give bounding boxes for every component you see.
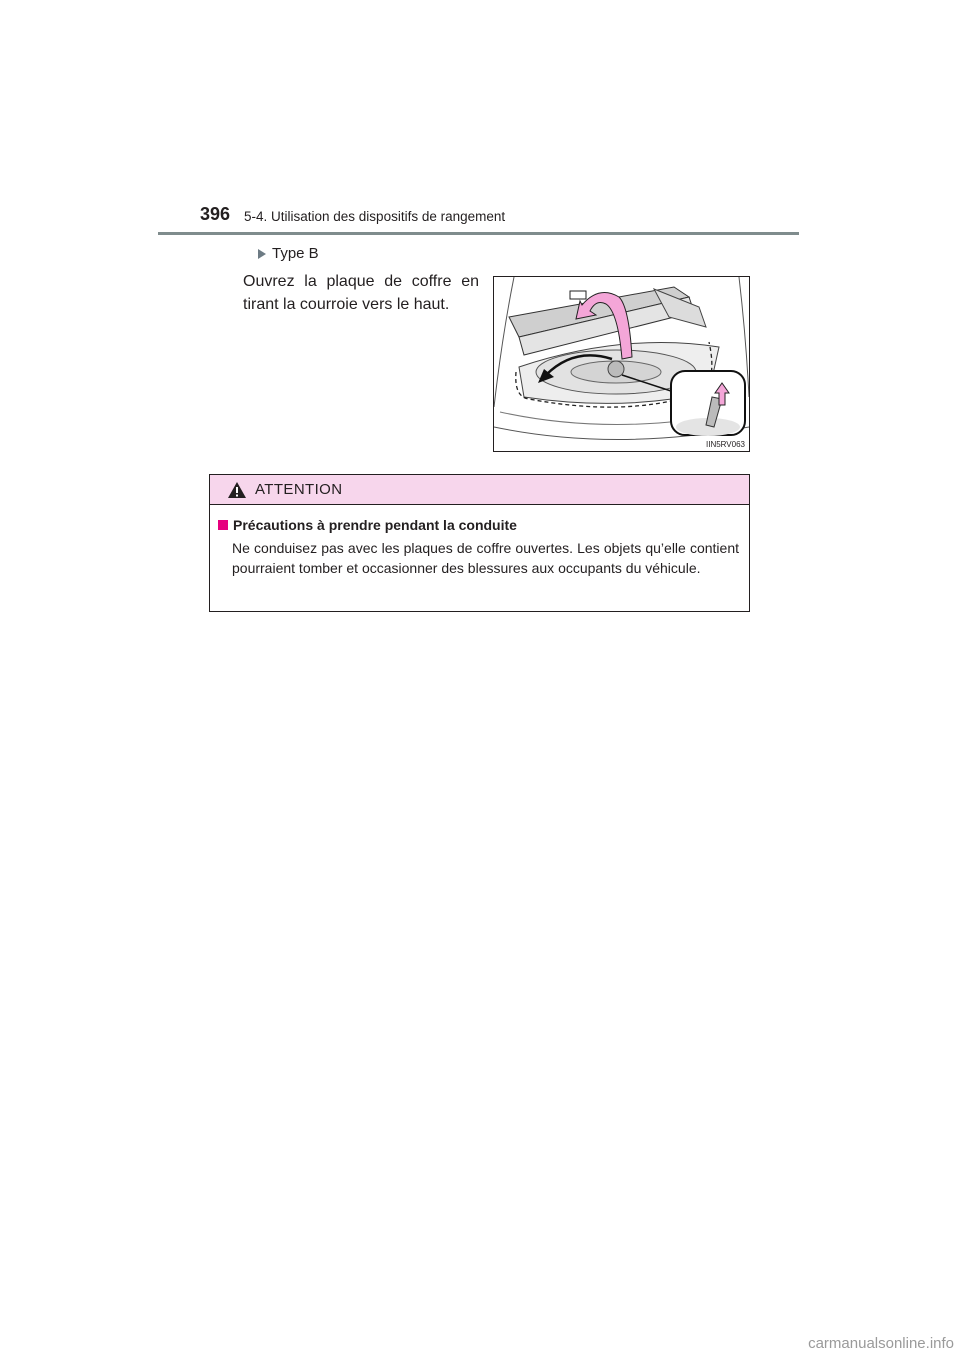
warning-triangle-icon <box>227 481 247 499</box>
warning-box <box>209 474 750 612</box>
trunk-drawing <box>494 277 749 451</box>
warning-title: ATTENTION <box>255 481 343 498</box>
warning-heading-text: Précautions à prendre pendant la conduite <box>233 517 517 533</box>
warning-text: Ne conduisez pas avec les plaques de coffre ouvertes. Les objets qu’elle contient pourraient tomber et occasionner des blessures aux occupants du véhicule. <box>232 540 739 576</box>
warning-heading <box>218 517 739 533</box>
figure-code: IIN5RV063 <box>706 440 745 449</box>
instruction-text: Ouvrez la plaque de coffre en tirant la courroie vers le haut. <box>243 273 479 313</box>
type-label <box>258 245 319 262</box>
warning-body <box>210 505 749 578</box>
trunk-illustration <box>493 276 750 452</box>
triangle-bullet-icon <box>258 249 266 259</box>
footer-watermark[interactable]: carmanualsonline.info <box>808 1335 954 1352</box>
type-label-text: Type B <box>272 245 319 262</box>
page-number: 396 <box>200 204 231 224</box>
warning-header <box>210 475 749 505</box>
square-bullet-icon <box>218 520 228 530</box>
header-rule <box>158 232 799 235</box>
section-title: 5-4. Utilisation des dispositifs de rangement <box>244 209 506 224</box>
